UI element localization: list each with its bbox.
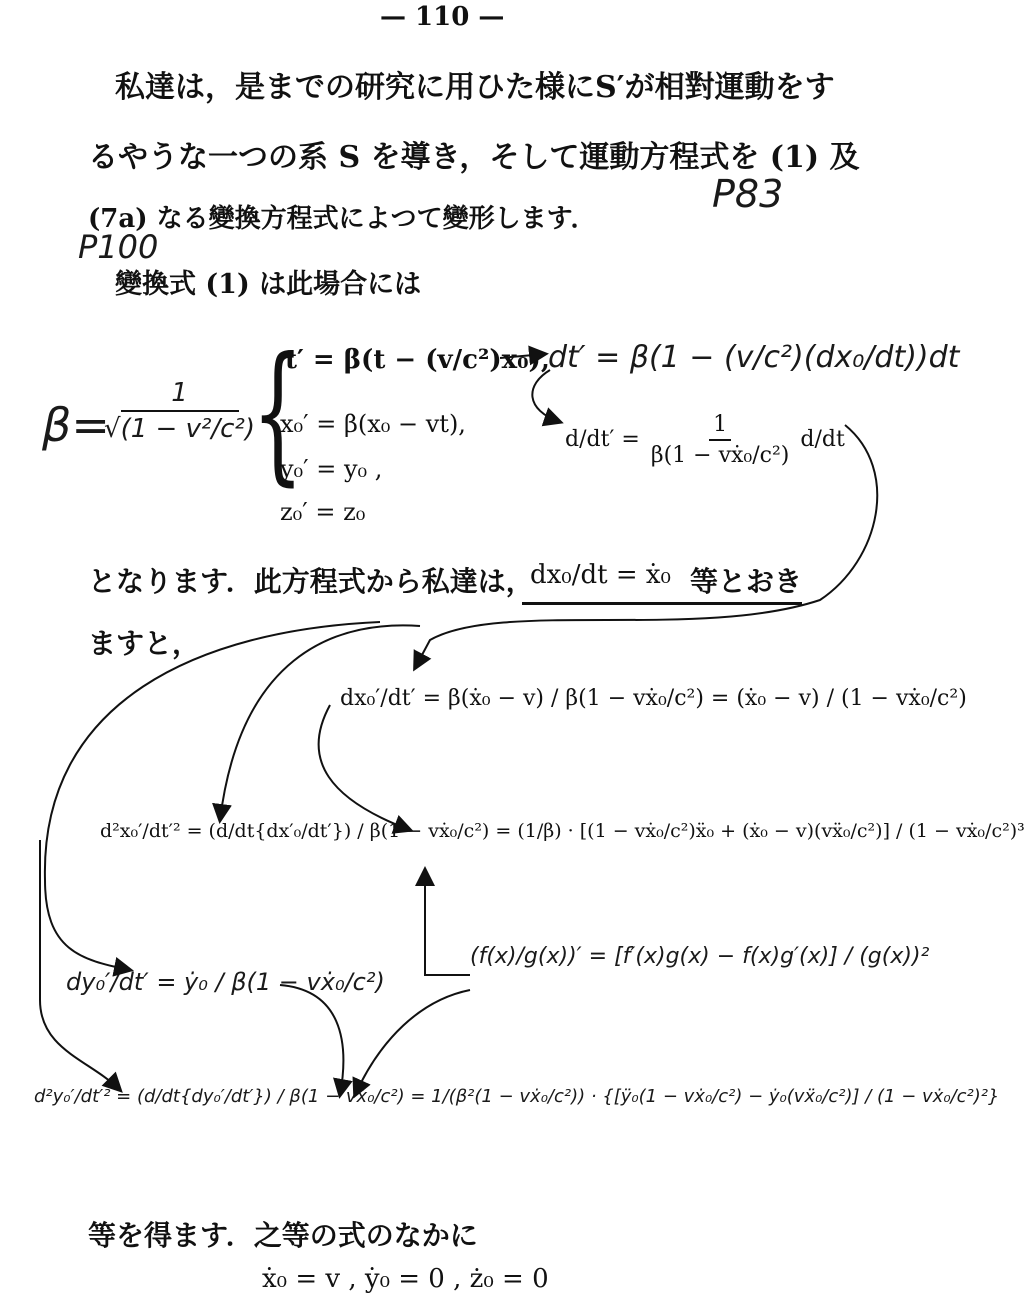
system-brace: { <box>251 326 304 500</box>
paragraph-line-5a: となります．此方程式から私達は， <box>88 565 534 598</box>
eq-y-prime: y₀′ = y₀ , <box>280 455 383 483</box>
paragraph-line-5b: 等とおき <box>690 565 803 598</box>
paragraph-line-1: 私達は，是までの研究に用ひた様にS′が相對運動をす <box>115 70 835 105</box>
d-dtprime-num: 1 <box>709 412 731 441</box>
d-dtprime-den: β(1 − vẋ₀/c²) <box>650 443 790 468</box>
paragraph-line-7: 等を得ます．之等の式のなかに <box>88 1219 478 1252</box>
hand-dt-prime: dt′ = β(1 − (v/c²)(dx₀/dt))dt <box>548 340 960 375</box>
eq-final-conditions: ẋ₀ = v , ẏ₀ = 0 , ż₀ = 0 <box>262 1264 549 1294</box>
paragraph-line-3: (7a) なる變換方程式によつて變形します． <box>88 204 597 234</box>
paragraph-line-6: ますと， <box>88 627 201 660</box>
d-dtprime-lhs: d/dt′ = <box>565 427 640 452</box>
eq-velocity-x: dx₀′/dt′ = β(ẋ₀ − v) / β(1 − vẋ₀/c²) = (ẋ₀ − v) / (1 − vẋ₀/c²) <box>340 686 967 711</box>
hand-acceleration-y: d²y₀′/dt′² = (d/dt{dy₀′/dt′}) / β(1 − vẋ₀/c²) = 1/(β²(1 − vẋ₀/c²)) · {[ÿ₀(1 − vẋ₀/c²) − ẏ₀(vẍ₀/c²)] / (1 − vẋ₀/c²)²} <box>34 1086 1000 1107</box>
paragraph-line-4: 變換式 (1) は此場合には <box>115 269 422 300</box>
d-dtprime-tail: d/dt <box>800 427 845 452</box>
hand-quotient-rule: (f(x)/g(x))′ = [f′(x)g(x) − f(x)g′(x)] / (g(x))² <box>470 944 930 969</box>
eq-acceleration-x: d²x₀′/dt′² = (d/dt{dx′₀/dt′}) / β(1 − vẋ₀/c²) = (1/β) · [(1 − vẋ₀/c²)ẍ₀ + (ẋ₀ − v)(vẍ₀/c²)] / (1 − vẋ₀/c²)³ <box>100 820 1025 842</box>
beta-denominator: √(1 − v²/c²) <box>104 414 255 444</box>
paragraph-line-2: るやうな一つの系 S を導き，そして運動方程式を (1) 及 <box>88 140 860 175</box>
beta-symbol: β= <box>42 398 110 452</box>
hand-velocity-y: dy₀′/dt′ = ẏ₀ / β(1 − vẋ₀/c²) <box>66 968 385 996</box>
page-number: — 110 — <box>380 2 505 32</box>
eq-z-prime: z₀′ = z₀ <box>280 498 366 526</box>
margin-note-p100: P100 <box>78 228 159 266</box>
eq-x-prime: x₀′ = β(x₀ − vt), <box>280 410 466 438</box>
eq-t-prime: t′ = β(t − (v/c²)x₀), <box>285 345 550 375</box>
margin-note-p83: P83 <box>712 172 784 216</box>
beta-numerator: 1 <box>121 378 239 412</box>
eq-dx0-dt: dx₀/dt = ẋ₀ <box>530 560 671 590</box>
